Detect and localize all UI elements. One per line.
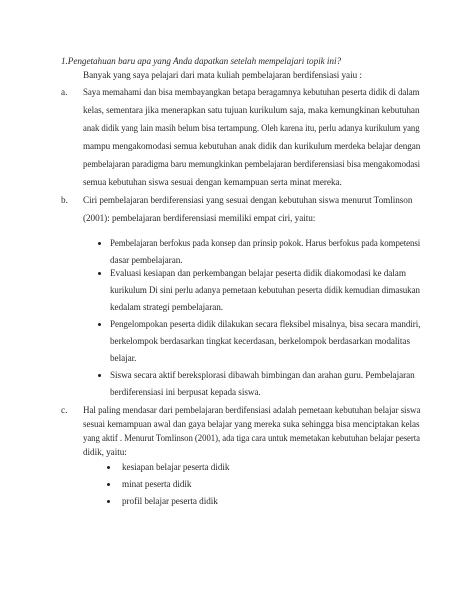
bullet-icon <box>98 242 101 245</box>
item-a-line: mampu mengakomodasi semua kebutuhan anak didik dan kurikulum merdeka belajar dengan <box>83 141 421 151</box>
bullet-icon <box>107 483 110 486</box>
bullet-line: kedalam strategi pembelajaran. <box>110 302 224 312</box>
bullet-line: dasar pembelajaran. <box>110 255 183 265</box>
bullet-icon <box>98 374 101 377</box>
bullet-line: berdiferensiasi ini berpusat kepada siswa. <box>110 387 261 397</box>
item-c-line: sesuai kemampuan awal dan gaya belajar yang mereka suka sehingga bisa menciptakan kelas <box>83 419 420 429</box>
item-a-marker: a. <box>61 87 68 97</box>
bullet-icon <box>98 323 101 326</box>
item-a-line: semua kebutuhan siswa sesuai dengan kemampuan serta minat mereka. <box>83 177 342 187</box>
question-heading: 1.Pengetahuan baru apa yang Anda dapatkan setelah mempelajari topik ini? <box>61 56 341 66</box>
item-b-line: Ciri pembelajaran berdiferensiasi yang sesuai dengan kebutuhan siswa menurut Tomlinson <box>83 195 413 205</box>
bullet-icon <box>107 466 110 469</box>
bullet-line: belajar. <box>110 353 137 363</box>
item-a-line: pembelajaran paradigma baru memungkinkan pembelajaran berdiferensiasi bisa mengakomodasi <box>83 159 421 169</box>
bullet-icon <box>107 500 110 503</box>
bullet-line: Evaluasi kesiapan dan perkembangan belajar peserta didik diakomodasi ke dalam <box>110 268 406 278</box>
item-a-line: anak didik yang lain masih belum bisa tertampung. Oleh karena itu, perlu adanya kurikulum yang <box>83 123 420 133</box>
item-c-marker: c. <box>61 405 68 415</box>
item-b-marker: b. <box>61 195 68 205</box>
bullet-line: kesiapan belajar peserta didik <box>122 462 230 472</box>
bullet-line: profil belajar peserta didik <box>122 496 218 506</box>
item-c-line: yang aktif . Menurut Tomlinson (2001), ada tiga cara untuk memetakan kebutuhan belajar peserta <box>83 433 420 443</box>
item-c-line: Hal paling mendasar dari pembelajaran berdifensiasi adalah pemetaan kebutuhan belajar siswa <box>83 405 421 415</box>
item-a-line: kelas, sementara jika menerapkan satu tujuan kurikulum saja, maka kemungkinan kebutuhan <box>83 105 420 115</box>
bullet-line: minat peserta didik <box>122 479 192 489</box>
item-c-line: didik, yaitu: <box>83 447 127 457</box>
bullet-line: Siswa secara aktif bereksplorasi dibawah bimbingan dan arahan guru. Pembelajaran <box>110 370 415 380</box>
bullet-line: kurikulum Di sini perlu adanya pemetaan kebutuhan peserta didik kemudian dimasukan <box>110 285 420 295</box>
intro-text: Banyak yang saya pelajari dari mata kuliah pembelajaran berdifensiasi yaiu : <box>83 70 362 80</box>
item-b-line: (2001): pembelajaran berdiferensiasi memiliki empat ciri, yaitu: <box>83 213 316 223</box>
bullet-line: Pengelompokan peserta didik dilakukan secara fleksibel misalnya, bisa secara mandiri, <box>110 319 421 329</box>
item-a-line: Saya memahami dan bisa membayangkan betapa beragamnya kebutuhan peserta didik di dalam <box>83 87 420 97</box>
bullet-icon <box>98 272 101 275</box>
bullet-line: Pembelajaran berfokus pada konsep dan prinsip pokok. Harus berfokus pada kompetensi <box>110 238 421 248</box>
bullet-line: berkelompok berdasarkan tingkat kecerdasan, berkelompok berdasarkan modalitas <box>110 336 410 346</box>
